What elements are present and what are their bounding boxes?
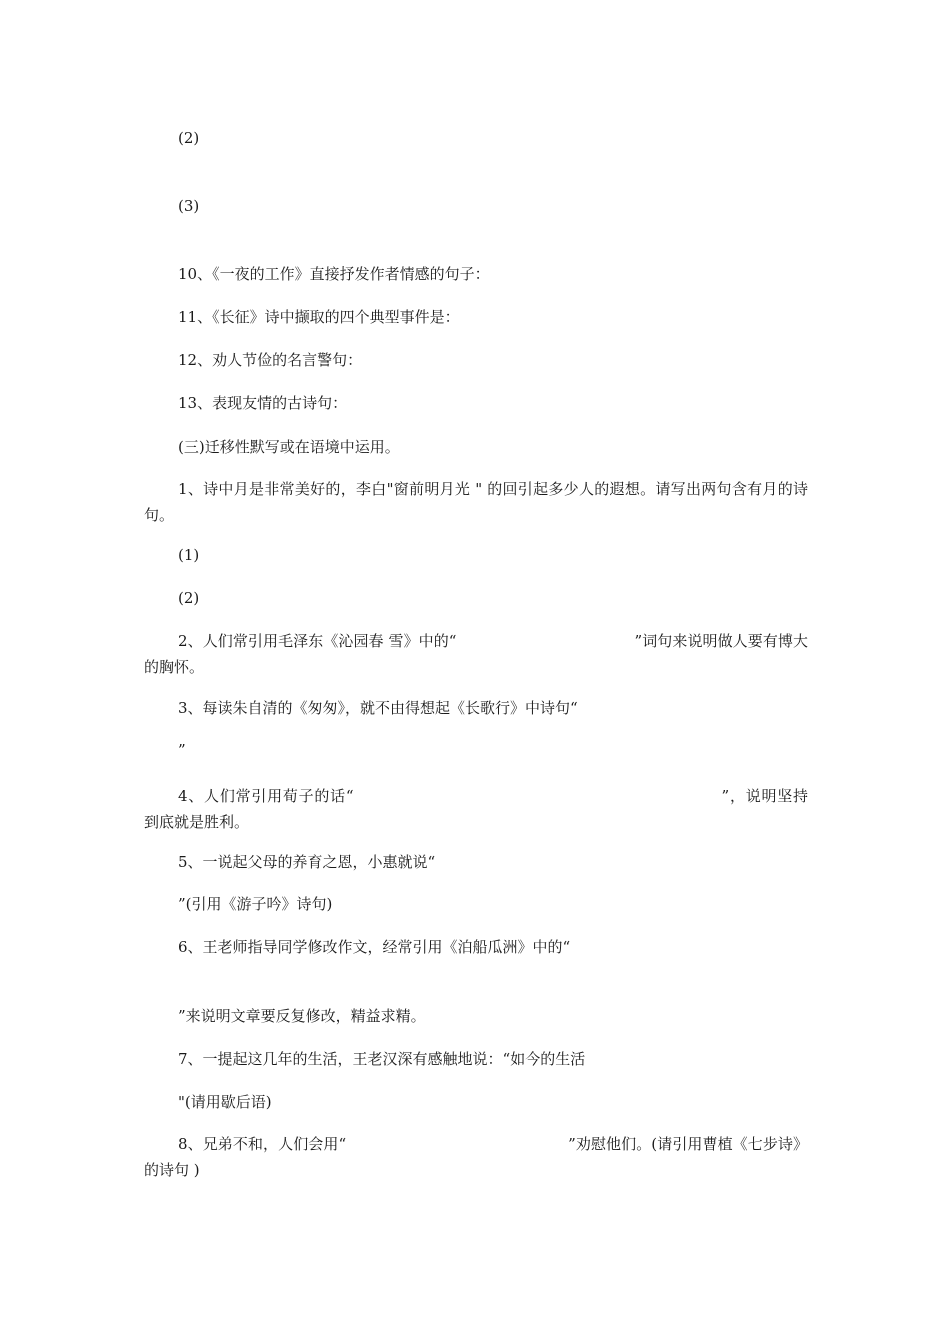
exercise-6-continued: ”来说明文章要反复修改，精益求精。	[178, 1007, 426, 1025]
section-heading-3: (三)迁移性默写或在语境中运用。	[178, 438, 400, 456]
question-12: 12、劝人节俭的名言警句：	[178, 351, 363, 369]
exercise-5-note: ”(引用《游子吟》诗句)	[178, 895, 333, 913]
answer-line-2: (2)	[178, 129, 200, 147]
exercise-8	[144, 1131, 808, 1183]
question-10: 10、《一夜的工作》直接抒发作者情感的句子：	[178, 265, 490, 283]
exercise-4	[144, 783, 808, 835]
exercise-8-prefix: 8、兄弟不和，人们会用“	[178, 1135, 347, 1153]
exercise-1-answer-2: (2)	[178, 589, 200, 607]
exercise-1: 1、诗中月是非常美好的，李白"窗前明月光 " 的回引起多少人的遐想。请写出两句含有月的诗句。	[144, 480, 808, 524]
exercise-3: 3、每读朱自清的《匆匆》，就不由得想起《长歌行》中诗句“	[178, 699, 578, 717]
exercise-2	[144, 628, 808, 680]
exercise-7: 7、一提起这几年的生活，王老汉深有感触地说：“如今的生活	[178, 1050, 586, 1068]
question-11: 11、《长征》诗中撷取的四个典型事件是：	[178, 308, 460, 326]
exercise-5: 5、一说起父母的养育之恩，小惠就说“	[178, 853, 436, 871]
exercise-7-note: "(请用歇后语)	[178, 1093, 272, 1111]
exercise-4-suffix: ”，说明坚持到底就是胜利。	[144, 787, 809, 831]
exercise-1-answer-1: (1)	[178, 546, 200, 564]
exercise-2-suffix: ”词句来说明做人要有博大的胸怀。	[144, 632, 808, 676]
exercise-6: 6、王老师指导同学修改作文，经常引用《泊船瓜洲》中的“	[178, 938, 571, 956]
exercise-3-close-quote: ”	[178, 741, 186, 759]
exercise-2-prefix: 2、人们常引用毛泽东《沁园春 雪》中的“	[178, 632, 457, 650]
exercise-4-prefix: 4、人们常引用荀子的话“	[178, 787, 354, 805]
question-13: 13、表现友情的古诗句：	[178, 394, 348, 412]
answer-line-3: (3)	[178, 197, 200, 215]
exercise-8-suffix: ”劝慰他们。(请引用曹植《七步诗》的诗句 )	[144, 1135, 808, 1179]
